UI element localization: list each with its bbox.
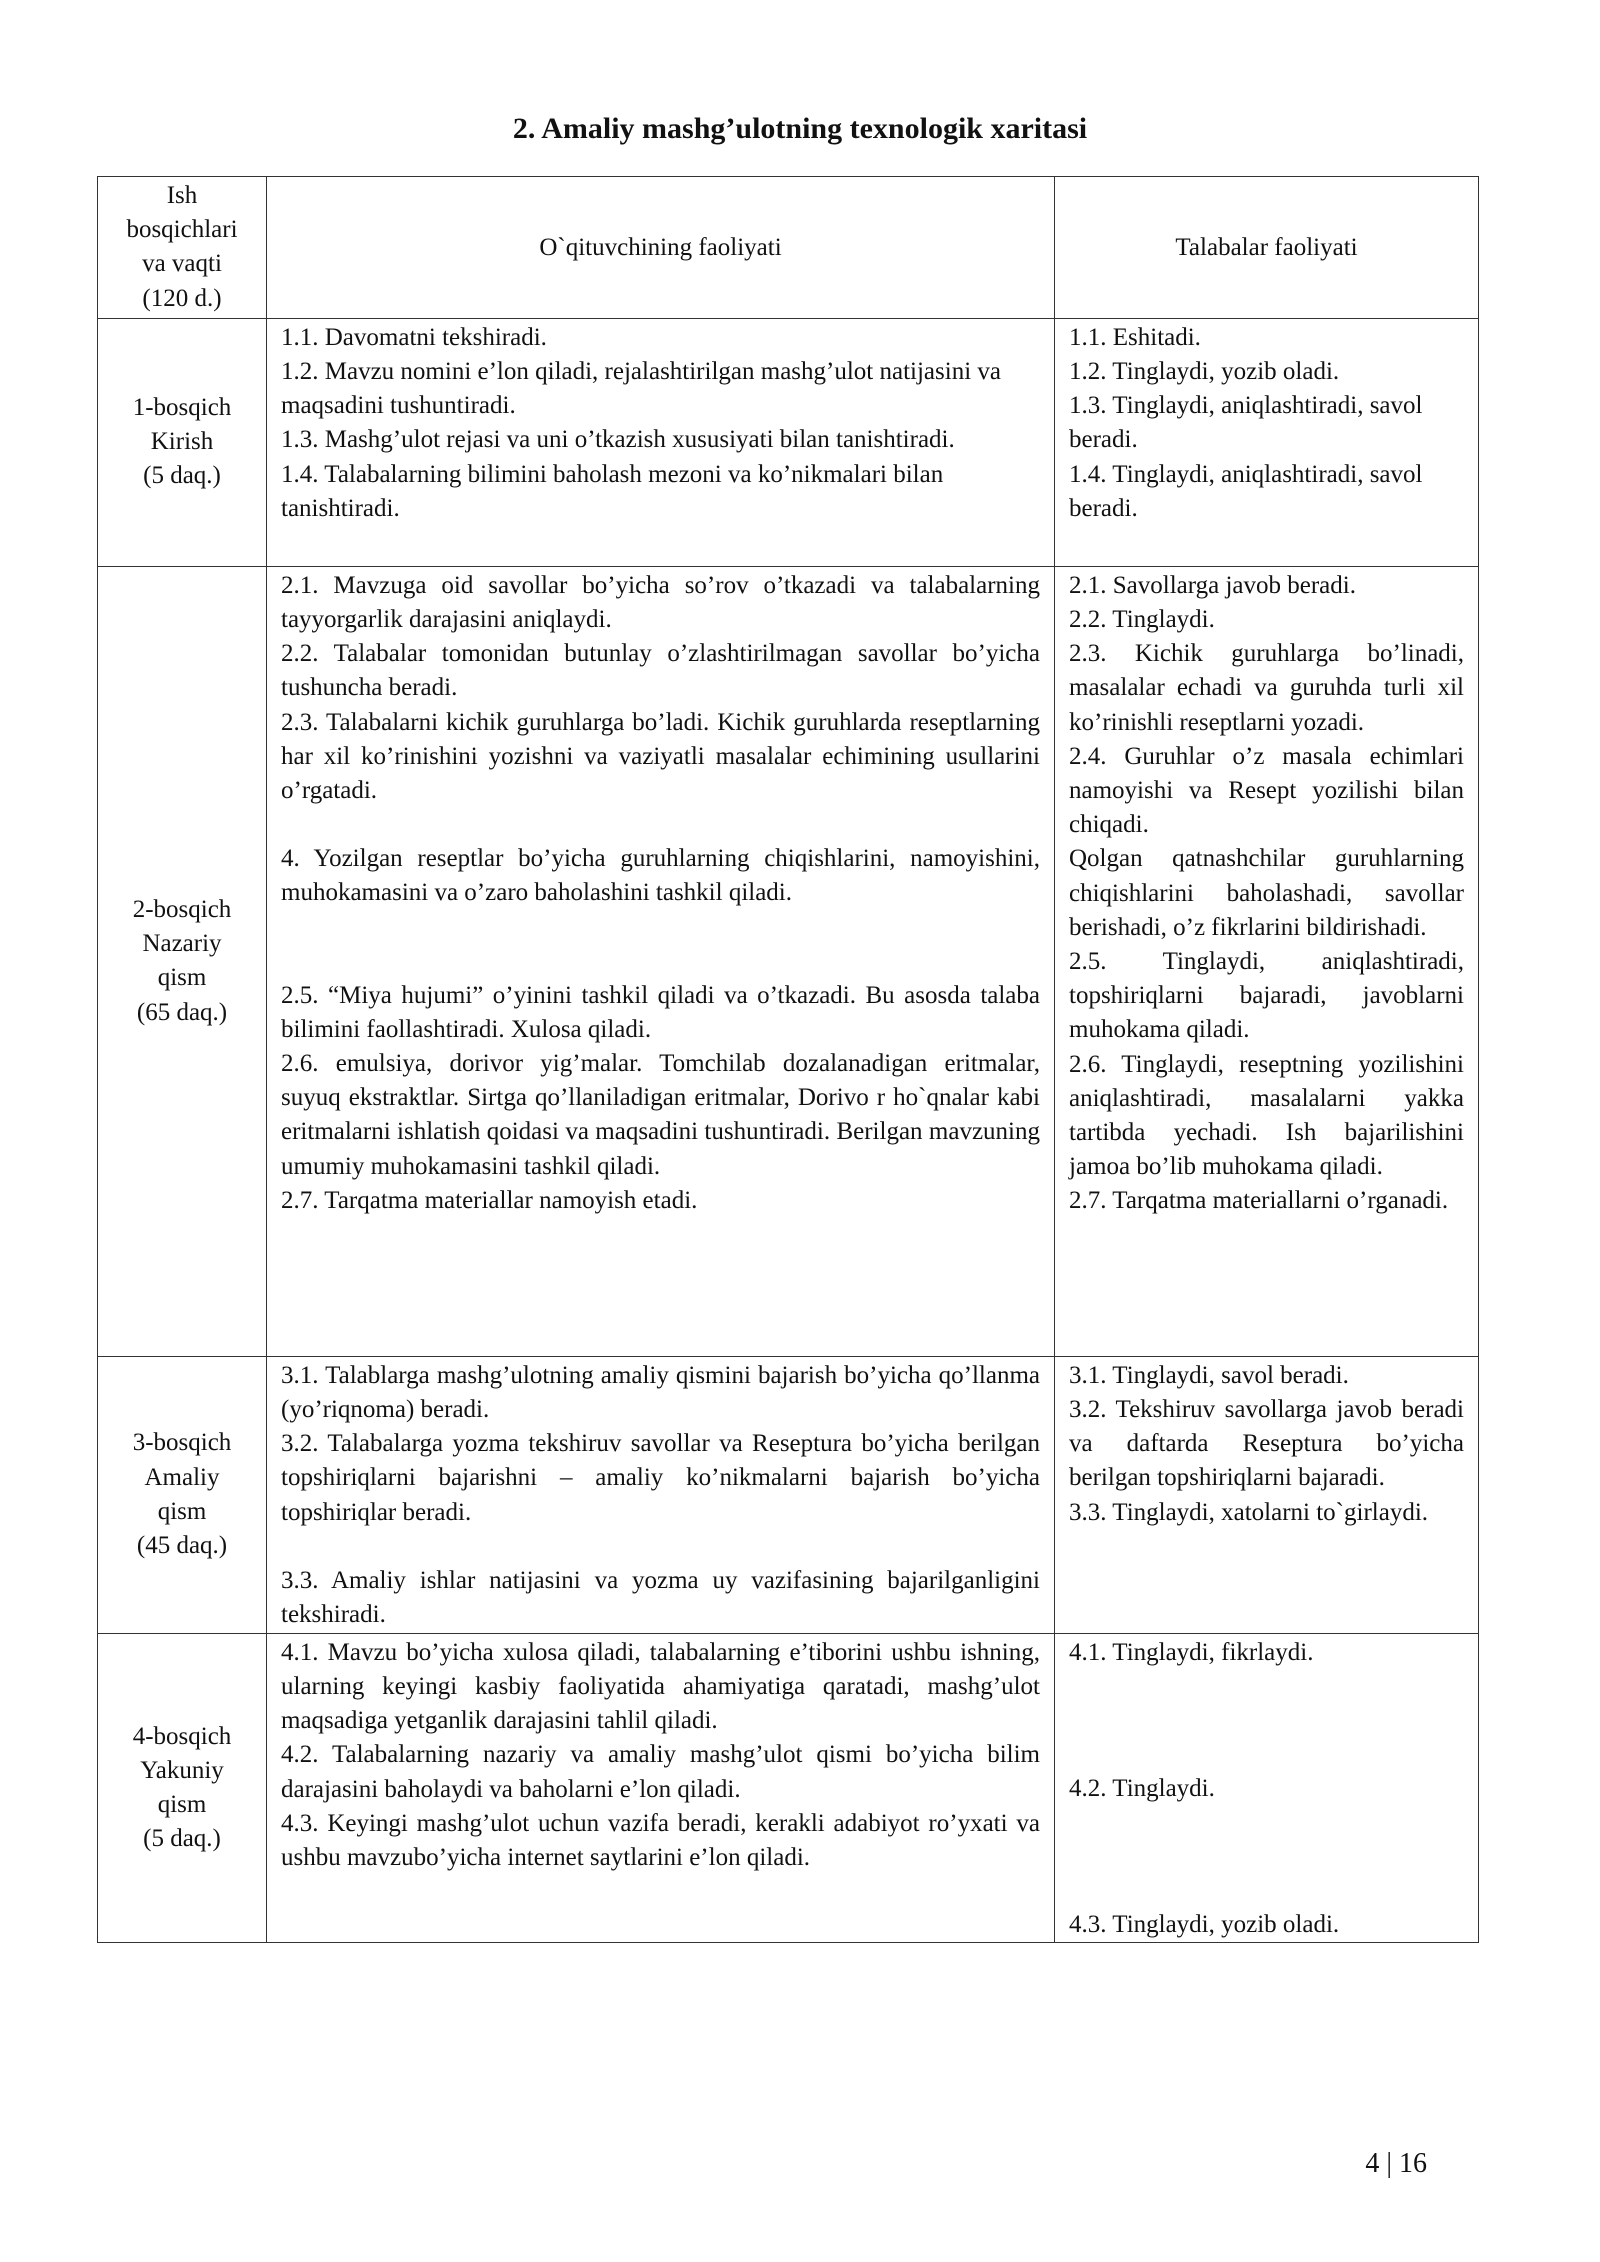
teacher-cell [267,318,1055,566]
teacher-item: 2.1. Mavzuga oid savollar bo’yicha so’rov o’tkazadi va talabalarning tayyorgarlik darajasini aniqlaydi. [281,571,1040,634]
stage-line: (5 daq.) [143,1825,221,1853]
stage-line: Yakuniy [140,1756,224,1784]
student-item: 3.2. Tekshiruv savollarga javob beradi va daftarda Reseptura bo’yicha berilgan topshiriqlarni bajaradi. [1069,1396,1464,1492]
header-students-cell: Talabalar faoliyati [1055,177,1479,319]
student-item: 4.1. Tinglaydi, fikrlaydi. [1069,1638,1314,1666]
student-item: 2.3. Kichik guruhlarga bo’linadi, masalalar echadi va guruhda turli xil ko’rinishli reseptlarni yozadi. [1069,640,1464,736]
student-item: 4.2. Tinglaydi. [1069,1775,1215,1803]
paragraph-gap [281,945,1040,979]
student-item: 1.1. Eshitadi. [1069,323,1201,351]
paragraph-gap [281,808,1040,842]
paragraph-gap [1069,1874,1464,1908]
teacher-cell [267,566,1055,1356]
teacher-item: 3.3. Amaliy ishlar natijasini va yozma uy vazifasining bajarilganligini tekshiradi. [281,1566,1040,1629]
teacher-item: 4.3. Keyingi mashg’ulot uchun vazifa beradi, kerakli adabiyot ro’yxati va ushbu mavzubo’yicha internet saytlarini e’lon qiladi. [281,1809,1040,1872]
teacher-item: 3.2. Talabalarga yozma tekshiruv savollar va Reseptura bo’yicha berilgan topshiriqlarni bajarishni – amaliy ko’nikmalarni bajarish bo’yicha topshiriqlar beradi. [281,1430,1040,1526]
student-item: 2.7. Tarqatma materiallarni o’rganadi. [1069,1187,1449,1215]
stage-line: Nazariy [142,930,222,958]
stage-cell [98,1633,267,1943]
student-item: 3.3. Tinglaydi, xatolarni to`girlaydi. [1069,1498,1429,1526]
header-stage-line: Ish [166,182,198,209]
table-row [98,1633,1479,1943]
stage-line: (5 daq.) [143,462,221,490]
header-stage-line: (120 d.) [142,284,222,312]
paragraph-gap [1069,1670,1464,1704]
teacher-item: 1.1. Davomatni tekshiradi. [281,323,547,351]
student-item: 2.1. Savollarga javob beradi. [1069,571,1356,599]
student-item: 1.4. Tinglaydi, aniqlashtiradi, savol beradi. [1069,460,1423,522]
teacher-item: 2.2. Talabalar tomonidan butunlay o’zlashtirilmagan savollar bo’yicha tushuncha beradi. [281,640,1040,702]
student-item: Qolgan qatnashchilar guruhlarning chiqishlarini baholashadi, savollar berishadi, o’z fikrlarini bildirishadi. [1069,845,1464,941]
student-item: 2.2. Tinglaydi. [1069,606,1215,634]
student-item: 4.3. Tinglaydi, yozib oladi. [1069,1911,1340,1939]
teacher-item: 3.1. Talablarga mashg’ulotning amaliy qismini bajarish bo’yicha qo’llanma (yo’riqnoma) beradi. [281,1361,1040,1424]
stage-line: qism [157,964,207,992]
teacher-cell [267,1356,1055,1633]
teacher-item: 2.6. emulsiya, dorivor yig’malar. Tomchilab dozalanadigan eritmalar, suyuq ekstraktlar. Sirtga qo’llaniladigan eritmalar, Dorivo r ho`qnalar kabi eritmalarni ishlatish qoidasi va maqsadini tushuntiradi. Berilgan mavzuning umumiy muhokamasini tashkil qiladi. [281,1050,1040,1180]
teacher-item: 4.2. Talabalarning nazariy va amaliy mashg’ulot qismi bo’yicha bilim darajasini baholaydi va baholarni e’lon qiladi. [281,1741,1040,1803]
stage-line: Amaliy [144,1463,220,1491]
stage-line: qism [157,1497,207,1525]
teacher-item: 2.7. Tarqatma materiallar namoyish etadi. [281,1186,698,1214]
page-number: 4 | 16 [1365,2148,1427,2179]
teacher-item: 4. Yozilgan reseptlar bo’yicha guruhlarning chiqishlarini, namoyishini, muhokamasini va o’zaro baholashini tashkil qiladi. [281,845,1040,907]
students-cell [1055,1356,1479,1633]
teacher-item: 1.2. Mavzu nomini e’lon qiladi, rejalashtirilgan mashg’ulot natijasini va maqsadini tushuntiradi. [281,358,1001,420]
teacher-item: 1.4. Talabalarning bilimini baholash mezoni va ko’nikmalari bilan tanishtiradi. [281,460,944,522]
stage-line: Kirish [150,428,214,456]
paragraph-gap [1069,1738,1464,1772]
students-cell [1055,566,1479,1356]
stage-line: (45 daq.) [136,1532,228,1560]
teacher-item: 2.3. Talabalarni kichik guruhlarga bo’ladi. Kichik guruhlarda reseptlarning har xil ko’rinishini yozishni va vaziyatli masalalar echimining usullarini o’rgatadi. [281,708,1040,805]
students-cell [1055,1633,1479,1943]
stage-line: (65 daq.) [136,998,228,1026]
teacher-item: 1.3. Mashg’ulot rejasi va uni o’tkazish xususiyati bilan tanishtiradi. [281,426,955,454]
teacher-item: 4.1. Mavzu bo’yicha xulosa qiladi, talabalarning e’tiborini ushbu ishning, ularning keyingi kasbiy faoliyatida ahamiyatiga qaratadi, mashg’ulot maqsadiga yetganlik darajasini tahlil qiladi. [281,1638,1040,1735]
stage-line: 3-bosqich [132,1429,232,1457]
student-item: 1.3. Tinglaydi, aniqlashtiradi, savol beradi. [1069,392,1423,454]
table-row [98,318,1479,566]
student-item: 2.4. Guruhlar o’z masala echimlari namoyishi va Resept yozilishi bilan chiqadi. [1069,742,1464,839]
header-stage-line: bosqichlari [126,216,238,244]
table-header-row [98,177,1479,319]
student-item: 1.2. Tinglaydi, yozib oladi. [1069,358,1340,386]
table-row [98,566,1479,1356]
stage-line: 1-bosqich [132,394,232,421]
student-item: 3.1. Tinglaydi, savol beradi. [1069,1361,1349,1389]
page-title: 2. Amaliy mashg’ulotning texnologik xaritasi [512,112,1088,145]
stage-cell [98,1356,267,1633]
paragraph-gap [1069,1704,1464,1738]
stage-cell [98,318,267,566]
technology-map-table [97,176,1479,1943]
student-item: 2.6. Tinglaydi, reseptning yozilishini aniqlashtiradi, masalalarni yakka tartibda yechadi. Ish bajarilishini jamoa bo’lib muhokama qiladi. [1069,1050,1464,1181]
stage-line: 2-bosqich [132,895,232,923]
stage-line: qism [157,1791,207,1819]
paragraph-gap [281,911,1040,945]
header-stage-cell [98,177,267,319]
paragraph-gap [1069,1806,1464,1840]
students-cell [1055,318,1479,566]
teacher-cell [267,1633,1055,1943]
paragraph-gap [1069,1840,1464,1874]
teacher-item: 2.5. “Miya hujumi” o’yinini tashkil qiladi va o’tkazadi. Bu asosda talaba bilimini faollashtiradi. Xulosa qiladi. [281,981,1040,1043]
stage-cell [98,566,267,1356]
student-item: 2.5. Tinglaydi, aniqlashtiradi, topshiriqlarni bajaradi, javoblarni muhokama qiladi. [1069,948,1464,1044]
stage-line: 4-bosqich [132,1722,232,1750]
header-teacher-cell: O`qituvchining faoliyati [267,177,1055,319]
table-row [98,1356,1479,1633]
paragraph-gap [281,1530,1040,1564]
header-stage-line: va vaqti [142,250,222,278]
